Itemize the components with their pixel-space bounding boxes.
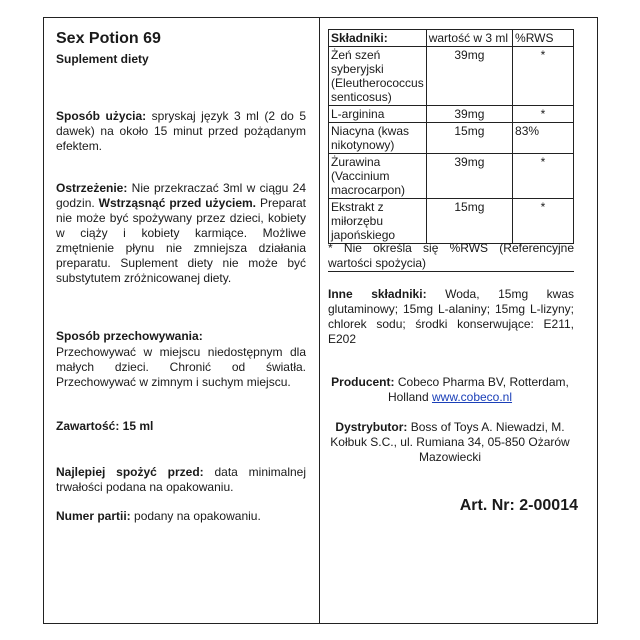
header-rws: %RWS xyxy=(513,30,574,47)
content-volume: Zawartość: 15 ml xyxy=(56,419,154,433)
best-before-text: data minimalnej trwałości podana na opakowaniu. xyxy=(56,465,307,494)
product-subtitle: Suplement diety xyxy=(56,52,149,66)
ingredient-value: 39mg xyxy=(426,106,512,123)
other-ingredients-label: Inne składniki: xyxy=(328,287,427,301)
storage-label: Sposób przechowywania: xyxy=(56,329,203,343)
ingredient-name: Żurawina (Vaccinium macrocarpon) xyxy=(329,154,427,199)
other-ingredients-text: Woda, 15mg kwas glutaminowy; 15mg L-alaniny; 15mg L-lizyny; chlorek sodu; środki konserwujące: E211, E202 xyxy=(328,287,574,346)
batch-label: Numer partii: xyxy=(56,509,131,523)
column-divider xyxy=(319,17,320,624)
ingredient-rws: * xyxy=(513,199,574,244)
warning-label: Ostrzeżenie: xyxy=(56,181,128,195)
ingredient-value: 15mg xyxy=(426,199,512,244)
table-row xyxy=(329,199,574,244)
best-before-section xyxy=(56,465,306,495)
batch-section xyxy=(56,509,306,524)
ingredient-rws: * xyxy=(513,47,574,106)
ingredient-value: 15mg xyxy=(426,123,512,154)
storage-text: Przechowywać w miejscu niedostępnym dla małych dzieci. Chronić od światła. Przechowywać w zimnym i suchym miejscu. xyxy=(56,345,306,389)
usage-section xyxy=(56,109,306,154)
table-header-row xyxy=(329,30,574,47)
producer-label: Producent: xyxy=(331,375,395,389)
product-title: Sex Potion 69 xyxy=(56,30,161,47)
distributor-section xyxy=(330,420,570,465)
article-number: Art. Nr: 2-00014 xyxy=(459,497,578,514)
best-before-label: Najlepiej spożyć przed: xyxy=(56,465,204,479)
producer-website-link[interactable]: www.cobeco.nl xyxy=(431,390,513,404)
rws-footnote: * Nie określa się %RWS (Referencyjne wartości spożycia) xyxy=(328,241,574,270)
distributor-label: Dystrybutor: xyxy=(335,420,408,434)
usage-label: Sposób użycia: xyxy=(56,109,147,123)
warning-shake-note: Wstrząsnąć przed użyciem. xyxy=(98,196,256,210)
table-row xyxy=(329,47,574,106)
ingredient-name: L-arginina xyxy=(329,106,427,123)
warning-text-continued: Preparat nie może być spożywany przez dzieci, kobiety w ciąży i kobiety karmiące. Możliwe zmętnienie płynu nie zmniejsza działania preparatu. Suplement diety nie może być substytutem zróżnicowanej diety. xyxy=(56,196,306,285)
ingredient-value: 39mg xyxy=(426,154,512,199)
producer-section xyxy=(330,375,570,405)
ingredient-rws: * xyxy=(513,106,574,123)
ingredient-rws: * xyxy=(513,154,574,199)
usage-text: spryskaj język 3 ml (2 do 5 dawek) na około 15 minut przed pożądanym efektem. xyxy=(56,109,306,153)
header-value: wartość w 3 ml xyxy=(426,30,512,47)
ingredient-name: Żeń szeń syberyjski (Eleutherococcus senticosus) xyxy=(329,47,427,106)
table-row xyxy=(329,106,574,123)
left-column xyxy=(56,29,307,523)
ingredient-rws: 83% xyxy=(513,123,574,154)
producer-text: Cobeco Pharma BV, Rotterdam, Holland xyxy=(387,375,569,404)
warning-text: Nie przekraczać 3ml w ciągu 24 godzin. xyxy=(56,181,306,210)
ingredient-name: Niacyna (kwas nikotynowy) xyxy=(329,123,427,154)
table-row xyxy=(329,123,574,154)
batch-text: podany na opakowaniu. xyxy=(130,509,261,523)
ingredients-table xyxy=(328,29,574,244)
ingredient-name: Ekstrakt z miłorzębu japońskiego xyxy=(329,199,427,244)
other-ingredients-section xyxy=(328,287,574,347)
table-row xyxy=(329,154,574,199)
header-ingredients: Składniki: xyxy=(329,30,427,47)
distributor-text: Boss of Toys A. Niewadzi, M. Kołbuk S.C., ul. Rumiana 34, 05-850 Ożarów Mazowiecki xyxy=(330,420,570,464)
warning-section xyxy=(56,181,306,286)
ingredient-value: 39mg xyxy=(426,47,512,106)
